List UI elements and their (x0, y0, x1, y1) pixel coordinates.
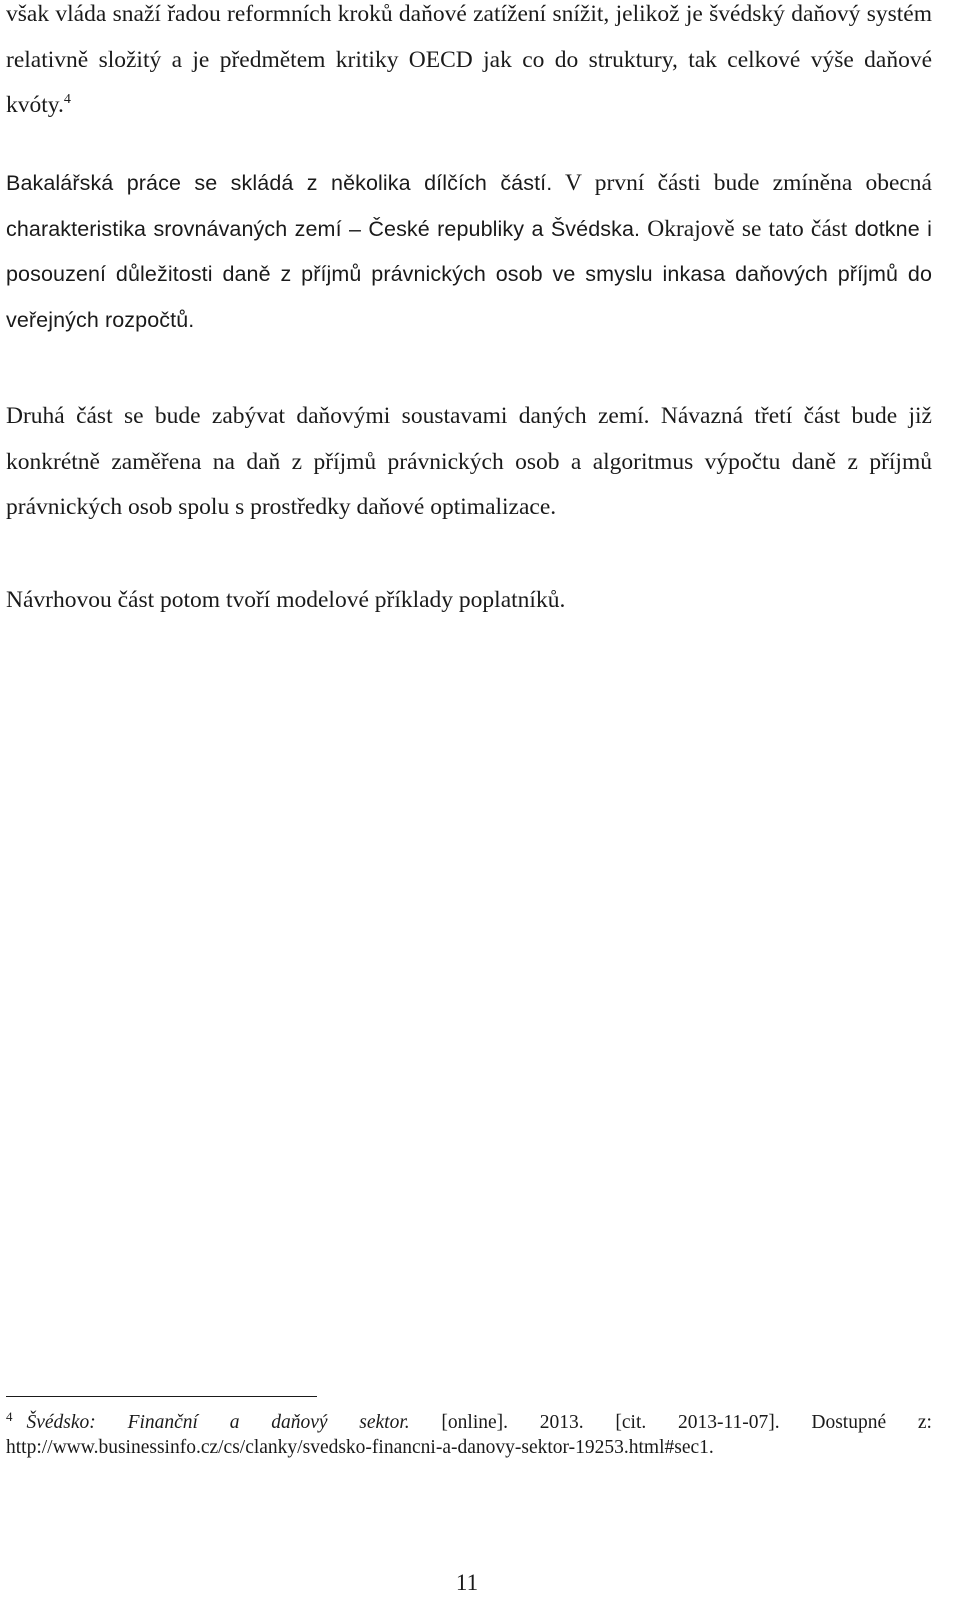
footnote-citation-start (6, 1410, 96, 1435)
paragraph-2-sans-text-2: charakteristika srovnávaných zemí – České republiky a Švédska. (6, 216, 641, 241)
footnote-word: [cit. (615, 1412, 647, 1433)
paragraph-2-sans-text-3: dotkne i posouzení důležitosti daně z příjmů právnických osob ve smyslu inkasa daňových příjmů do veřejných rozpočtů. (6, 216, 932, 332)
footnote-word: 2013. (539, 1412, 584, 1433)
footnote-reference: 4 (63, 92, 71, 108)
footnote-word: sektor. (359, 1412, 410, 1433)
footnote-word: 2013-11-07]. (678, 1412, 780, 1433)
footnote-line-1 (6, 1410, 932, 1435)
footnote-word: [online]. (441, 1412, 509, 1433)
footnote-word: Švédsko: (26, 1412, 96, 1433)
paragraph-2-serif-text-2: Okrajově se tato část (640, 215, 855, 242)
paragraph-1-text: však vláda snaží řadou reformních kroků daňové zatížení snížit, jelikož je švédský daňový systém relativně složitý a je předmětem kritiky OECD jak co do struktury, tak celkové výše daňové kvóty. (6, 1, 932, 118)
footnote-word: Dostupné (811, 1412, 887, 1433)
footnote-separator (6, 1396, 317, 1397)
paragraph-3-text: Druhá část se bude zabývat daňovými soustavami daných zemí. Návazná třetí část bude již konkrétně zaměřena na daň z příjmů právnických osob a algoritmus výpočtu daně z příjmů právnických osob spolu s prostředky daňové optimalizace. (6, 403, 932, 520)
page-number: 11 (455, 1570, 479, 1595)
paragraph-2-serif-text-1: V první části bude zmíněna obecná (552, 170, 932, 196)
footnote (6, 1410, 932, 1460)
paragraph-2 (6, 161, 932, 343)
footnote-word: z: (917, 1412, 932, 1433)
paragraph-4 (6, 578, 932, 624)
footnote-number: 4 (6, 1408, 13, 1424)
paragraph-2-sans-text-1: Bakalářská práce se skládá z několika dílčích částí. (6, 171, 553, 195)
paragraph-1 (6, 0, 932, 129)
footnote-url[interactable]: http://www.businessinfo.cz/cs/clanky/svedsko-financni-a-danovy-sektor-19253.html#sec1. (6, 1437, 714, 1458)
paragraph-3 (6, 394, 932, 531)
paragraph-4-text: Návrhovou část potom tvoří modelové příklady poplatníků. (6, 587, 566, 613)
footnote-word: a (229, 1412, 240, 1433)
footnote-word: Finanční (127, 1412, 198, 1433)
footnote-word: daňový (271, 1412, 328, 1433)
